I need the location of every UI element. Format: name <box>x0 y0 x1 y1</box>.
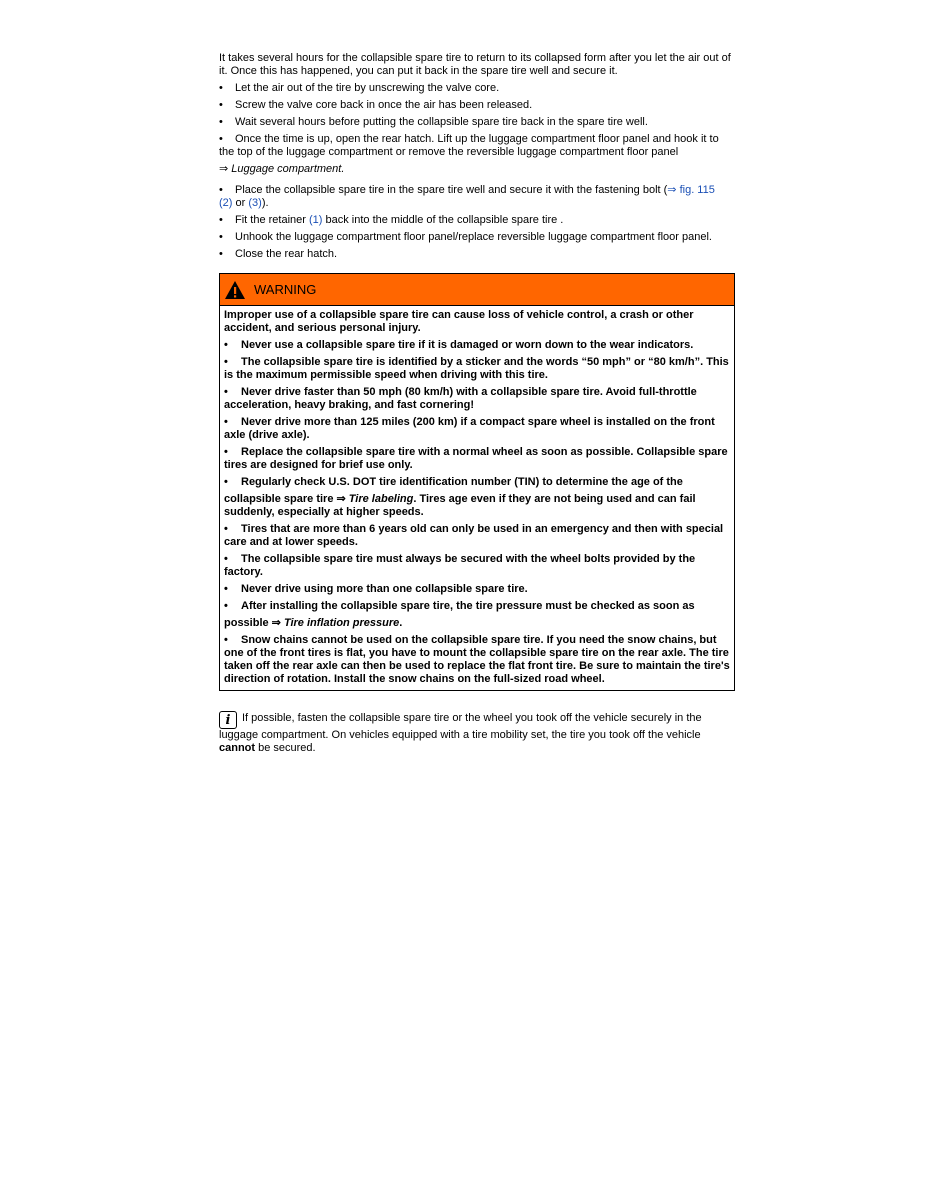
list-item-text: Place the collapsible spare tire in the spare tire well and secure it with the fastening bolt ( <box>235 184 668 196</box>
cross-reference-text[interactable]: Tire labeling <box>348 493 414 505</box>
list-item-text: or <box>232 197 249 209</box>
warning-item-text: Snow chains cannot be used on the collapsible spare tire. If you need the snow chains, but one of the front tires is flat, you have to mount the collapsible spare tire on the rear axle. The tire taken off the rear axle can then be used to replace the flat front tire. Be sure to maintain the tire's direction of rotation. Install the snow chains on the full-sized road wheel. <box>224 634 730 685</box>
warning-header <box>220 274 734 306</box>
warning-item-text: Never drive faster than 50 mph (80 km/h) with a collapsible spare tire. Avoid full-throttle acceleration, heavy braking, and fast cornering! <box>224 386 697 411</box>
warning-item-text: Regularly check U.S. DOT tire identification number (TIN) to determine the age of the <box>241 476 683 488</box>
warning-item-text: Replace the collapsible spare tire with a normal wheel as soon as possible. Collapsible spare tires are designed for brief use only. <box>224 446 728 471</box>
arrow-icon: ⇒ <box>219 163 229 175</box>
info-icon: i <box>219 711 237 729</box>
warning-item-text: Never drive using more than one collapsible spare tire. <box>241 583 528 595</box>
warning-intro: Improper use of a collapsible spare tire can cause loss of vehicle control, a crash or other accident, and serious personal injury. <box>224 309 694 334</box>
bullet: • <box>224 600 228 612</box>
list-item <box>219 133 735 159</box>
list-item-text: Close the rear hatch. <box>235 248 338 260</box>
bullet: • <box>224 476 228 488</box>
list-item-text: Screw the valve core back in once the air has been released. <box>235 99 533 111</box>
document-page <box>219 52 735 759</box>
warning-triangle-icon <box>224 280 246 300</box>
list-item <box>219 231 735 244</box>
callout-link-3[interactable]: (3) <box>248 197 262 209</box>
warning-item-text: possible ⇒ <box>224 617 284 629</box>
warning-item <box>224 416 730 442</box>
bullet: • <box>224 356 228 368</box>
callout-link-1[interactable]: (1) <box>308 214 323 226</box>
bullet: • <box>219 99 223 111</box>
list-item <box>219 82 735 95</box>
list-item <box>219 99 735 112</box>
list-item-text: back into the middle of the collapsible spare tire . <box>322 214 564 226</box>
intro-paragraph: It takes several hours for the collapsible spare tire to return to its collapsed form after you let the air out of it. Once this has happened, you can put it back in the spare tire well and secure it. <box>219 52 731 77</box>
warning-item <box>224 339 730 352</box>
warning-item-text: The collapsible spare tire is identified by a sticker and the words “50 mph” or “80 km/h”. This is the maximum permissible speed when driving with this tire. <box>224 356 729 381</box>
warning-item <box>224 600 730 613</box>
warning-item-text: Never use a collapsible spare tire if it is damaged or worn down to the wear indicators. <box>241 339 694 351</box>
bullet: • <box>219 184 223 196</box>
list-item-text: Let the air out of the tire by unscrewing the valve core. <box>235 82 500 94</box>
callout-link-2[interactable]: (2) <box>219 197 233 209</box>
warning-item-continuation <box>224 617 730 630</box>
bullet: • <box>224 339 228 351</box>
warning-item-text: . Tires age even if they are not being used and can fail suddenly, especially at higher speeds. <box>224 493 696 518</box>
bullet: • <box>224 446 228 458</box>
bullet: • <box>219 248 223 260</box>
warning-item-text: . <box>399 617 403 629</box>
warning-item <box>224 386 730 412</box>
list-item <box>219 184 735 210</box>
warning-item-text: The collapsible spare tire must always be secured with the wheel bolts provided by the factory. <box>224 553 696 578</box>
list-item-text: Once the time is up, open the rear hatch. Lift up the luggage compartment floor panel and hook it to the top of the luggage compartment or remove the reversible luggage compartment floor panel <box>219 133 719 158</box>
bullet: • <box>219 214 223 226</box>
warning-item <box>224 476 730 489</box>
list-item-text: ). <box>261 197 269 209</box>
list-item <box>219 116 735 129</box>
note-text: be secured. <box>255 742 316 754</box>
note-text: If possible, fasten the collapsible spare tire or the wheel you took off the vehicle securely in the luggage compartment. On vehicles equipped with a tire mobility set, the tire you took off the vehicle <box>219 712 702 741</box>
warning-title: WARNING <box>254 282 317 297</box>
cross-reference-text: Luggage compartment. <box>231 163 345 175</box>
bullet: • <box>224 634 228 646</box>
list-item <box>219 248 735 261</box>
bullet: • <box>224 553 228 565</box>
info-note <box>219 711 735 755</box>
warning-body <box>220 306 734 690</box>
warning-item <box>224 553 730 579</box>
cross-reference-text[interactable]: Tire inflation pressure <box>283 617 400 629</box>
bullet: • <box>219 231 223 243</box>
bullet: • <box>219 133 223 145</box>
warning-item <box>224 523 730 549</box>
bullet: • <box>224 386 228 398</box>
bullet: • <box>224 523 228 535</box>
bullet: • <box>219 116 223 128</box>
warning-item-text: Never drive more than 125 miles (200 km) if a compact spare wheel is installed on the front axle (drive axle). <box>224 416 715 441</box>
warning-item-text: collapsible spare tire ⇒ <box>224 493 349 505</box>
warning-item <box>224 634 730 686</box>
warning-item <box>224 583 730 596</box>
warning-item <box>224 356 730 382</box>
warning-item <box>224 446 730 472</box>
warning-item-text: After installing the collapsible spare tire, the tire pressure must be checked as soon as <box>241 600 695 612</box>
note-emphasis: cannot <box>219 742 256 754</box>
list-item <box>219 214 735 227</box>
list-item-text: Unhook the luggage compartment floor panel/replace reversible luggage compartment floor panel. <box>235 231 712 243</box>
list-item-text: Wait several hours before putting the collapsible spare tire back in the spare tire well. <box>235 116 648 128</box>
bullet: • <box>224 583 228 595</box>
list-item-text: Fit the retainer <box>235 214 309 226</box>
warning-box <box>219 273 735 691</box>
cross-reference[interactable] <box>219 163 735 176</box>
figure-link[interactable]: ⇒ fig. 115 <box>667 184 715 196</box>
bullet: • <box>224 416 228 428</box>
warning-item-text: Tires that are more than 6 years old can only be used in an emergency and then with special care and at lower speeds. <box>224 523 724 548</box>
bullet: • <box>219 82 223 94</box>
warning-item-continuation <box>224 493 730 519</box>
